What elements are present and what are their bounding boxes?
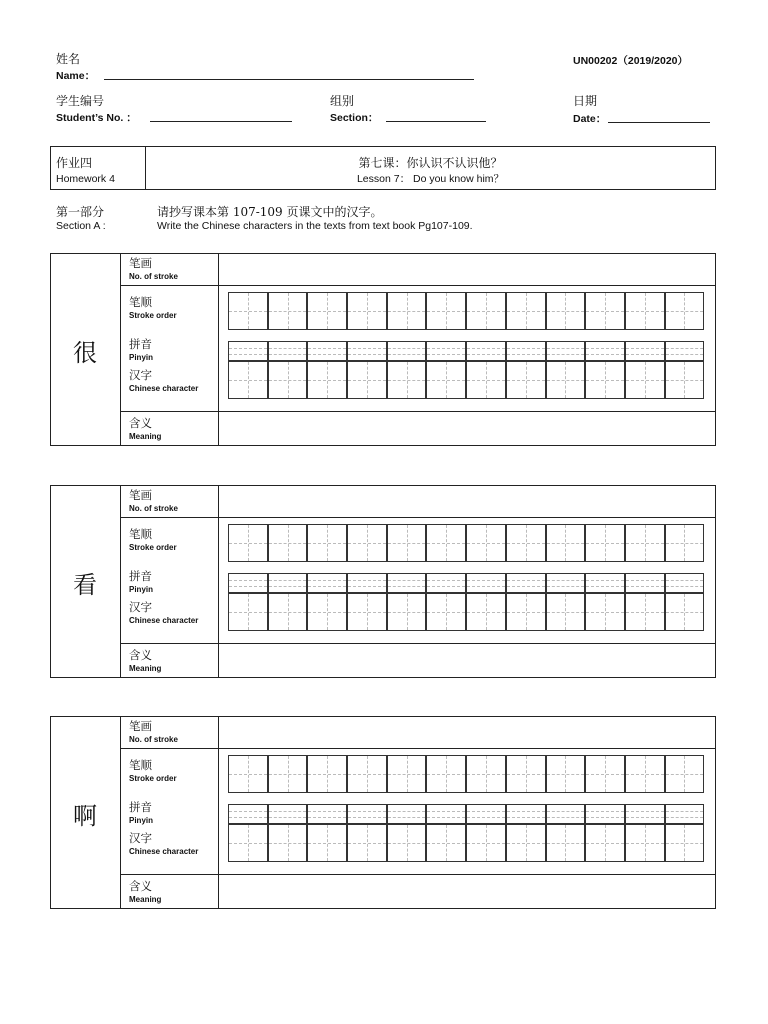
- target-character: 啊: [73, 802, 97, 830]
- label-pinyin-en: Pinyin: [129, 816, 154, 825]
- homework-label-cn: 作业四: [56, 156, 93, 170]
- label-strokes-cn: 笔画: [129, 488, 152, 502]
- writing-cell[interactable]: [466, 524, 506, 562]
- label-pinyin-cn: 拼音: [129, 569, 152, 583]
- writing-cell[interactable]: [506, 824, 546, 862]
- label-meaning-cn: 含义: [129, 416, 152, 430]
- writing-cell[interactable]: [466, 292, 506, 330]
- label-meaning-en: Meaning: [129, 895, 162, 904]
- writing-cell[interactable]: [625, 755, 665, 793]
- pinyin-cell[interactable]: [625, 341, 665, 361]
- writing-cell[interactable]: [268, 292, 308, 330]
- name-field[interactable]: [104, 79, 474, 80]
- writing-cell[interactable]: [625, 292, 665, 330]
- label-pinyin-en: Pinyin: [129, 585, 154, 594]
- writing-cell[interactable]: [506, 361, 546, 399]
- writing-cell[interactable]: [506, 524, 546, 562]
- label-strokes-en: No. of stroke: [129, 735, 178, 744]
- pinyin-cell[interactable]: [426, 804, 466, 824]
- writing-cell[interactable]: [228, 593, 268, 631]
- block-divider: [218, 253, 219, 446]
- section-a-instruction-cn: 请抄写课本第 107-109 页课文中的汉字。: [157, 205, 383, 219]
- pinyin-cell[interactable]: [665, 804, 705, 824]
- row-divider: [120, 748, 716, 749]
- date-label-en: Date：: [573, 113, 607, 125]
- writing-cell[interactable]: [665, 361, 705, 399]
- label-pinyin-cn: 拼音: [129, 337, 152, 351]
- writing-cell[interactable]: [268, 824, 308, 862]
- pinyin-cell[interactable]: [466, 341, 506, 361]
- section-label-en: Section：: [330, 112, 379, 124]
- block-divider: [120, 485, 121, 678]
- writing-cell[interactable]: [268, 361, 308, 399]
- writing-cell[interactable]: [585, 824, 625, 862]
- label-order-en: Stroke order: [129, 543, 177, 552]
- date-label-cn: 日期: [573, 94, 598, 108]
- block-divider: [120, 253, 121, 446]
- writing-cell[interactable]: [585, 292, 625, 330]
- label-strokes-en: No. of stroke: [129, 504, 178, 513]
- writing-cell[interactable]: [665, 524, 705, 562]
- label-pinyin-en: Pinyin: [129, 353, 154, 362]
- pinyin-cell[interactable]: [387, 341, 427, 361]
- writing-cell[interactable]: [228, 755, 268, 793]
- writing-cell[interactable]: [228, 361, 268, 399]
- row-divider: [120, 411, 716, 412]
- label-order-cn: 笔顺: [129, 527, 152, 541]
- writing-cell[interactable]: [546, 361, 586, 399]
- section-field[interactable]: [386, 121, 486, 122]
- writing-cell[interactable]: [585, 593, 625, 631]
- pinyin-cell[interactable]: [426, 573, 466, 593]
- pinyin-cell[interactable]: [228, 341, 268, 361]
- pinyin-cell[interactable]: [585, 573, 625, 593]
- pinyin-cell[interactable]: [387, 804, 427, 824]
- pinyin-cell[interactable]: [506, 341, 546, 361]
- pinyin-cell[interactable]: [466, 573, 506, 593]
- writing-cell[interactable]: [426, 593, 466, 631]
- writing-cell[interactable]: [268, 755, 308, 793]
- writing-cell[interactable]: [387, 593, 427, 631]
- writing-cell[interactable]: [347, 593, 387, 631]
- writing-cell[interactable]: [426, 361, 466, 399]
- label-char-en: Chinese character: [129, 847, 199, 856]
- writing-cell[interactable]: [387, 524, 427, 562]
- pinyin-cell[interactable]: [307, 804, 347, 824]
- writing-cell[interactable]: [228, 292, 268, 330]
- pinyin-cell[interactable]: [268, 341, 308, 361]
- writing-cell[interactable]: [665, 755, 705, 793]
- writing-cell[interactable]: [546, 524, 586, 562]
- pinyin-cell[interactable]: [625, 804, 665, 824]
- writing-cell[interactable]: [585, 361, 625, 399]
- writing-cell[interactable]: [625, 361, 665, 399]
- writing-cell[interactable]: [665, 292, 705, 330]
- meaning-input[interactable]: [220, 645, 714, 675]
- pinyin-grid[interactable]: [228, 804, 704, 824]
- label-order-en: Stroke order: [129, 311, 177, 320]
- date-field[interactable]: [608, 122, 710, 123]
- writing-cell[interactable]: [347, 524, 387, 562]
- writing-cell[interactable]: [546, 593, 586, 631]
- section-a-label-en: Section A :: [56, 220, 106, 232]
- stroke-count-input[interactable]: [220, 718, 714, 746]
- course-code: UN00202（2019/2020）: [573, 55, 688, 67]
- block-divider: [218, 716, 219, 909]
- writing-cell[interactable]: [506, 292, 546, 330]
- stroke-order-grid[interactable]: [228, 292, 704, 330]
- writing-cell[interactable]: [387, 361, 427, 399]
- target-character: 很: [73, 339, 97, 367]
- writing-cell[interactable]: [307, 361, 347, 399]
- writing-cell[interactable]: [466, 361, 506, 399]
- section-a-label-cn: 第一部分: [56, 205, 105, 219]
- writing-cell[interactable]: [466, 755, 506, 793]
- pinyin-cell[interactable]: [625, 573, 665, 593]
- writing-cell[interactable]: [347, 824, 387, 862]
- pinyin-cell[interactable]: [506, 573, 546, 593]
- pinyin-grid[interactable]: [228, 341, 704, 361]
- label-order-cn: 笔顺: [129, 295, 152, 309]
- label-pinyin-cn: 拼音: [129, 800, 152, 814]
- label-strokes-cn: 笔画: [129, 719, 152, 733]
- meaning-input[interactable]: [220, 876, 714, 906]
- writing-cell[interactable]: [387, 824, 427, 862]
- label-meaning-cn: 含义: [129, 648, 152, 662]
- label-strokes-en: No. of stroke: [129, 272, 178, 281]
- writing-cell[interactable]: [625, 593, 665, 631]
- writing-cell[interactable]: [387, 292, 427, 330]
- writing-cell[interactable]: [268, 524, 308, 562]
- row-divider: [120, 285, 716, 286]
- writing-cell[interactable]: [625, 524, 665, 562]
- pinyin-cell[interactable]: [426, 341, 466, 361]
- writing-cell[interactable]: [426, 292, 466, 330]
- section-a-instruction-en: Write the Chinese characters in the texts from text book Pg107-109.: [157, 220, 473, 232]
- writing-cell[interactable]: [625, 824, 665, 862]
- label-strokes-cn: 笔画: [129, 256, 152, 270]
- label-char-cn: 汉字: [129, 831, 152, 845]
- writing-cell[interactable]: [546, 755, 586, 793]
- stroke-count-input[interactable]: [220, 255, 714, 283]
- writing-cell[interactable]: [307, 524, 347, 562]
- name-label-cn: 姓名: [56, 52, 81, 66]
- writing-cell[interactable]: [307, 593, 347, 631]
- character-grid[interactable]: [228, 593, 704, 631]
- pinyin-cell[interactable]: [585, 341, 625, 361]
- label-char-en: Chinese character: [129, 384, 199, 393]
- writing-cell[interactable]: [426, 824, 466, 862]
- writing-cell[interactable]: [387, 755, 427, 793]
- section-label-cn: 组别: [330, 94, 355, 108]
- block-divider: [218, 485, 219, 678]
- pinyin-cell[interactable]: [307, 573, 347, 593]
- writing-cell[interactable]: [426, 755, 466, 793]
- character-grid[interactable]: [228, 361, 704, 399]
- pinyin-cell[interactable]: [546, 804, 586, 824]
- writing-cell[interactable]: [307, 824, 347, 862]
- writing-cell[interactable]: [665, 593, 705, 631]
- writing-cell[interactable]: [585, 524, 625, 562]
- pinyin-cell[interactable]: [387, 573, 427, 593]
- stroke-order-grid[interactable]: [228, 524, 704, 562]
- writing-cell[interactable]: [228, 524, 268, 562]
- target-character: 看: [73, 571, 97, 599]
- row-divider: [120, 643, 716, 644]
- writing-cell[interactable]: [466, 593, 506, 631]
- stroke-count-input[interactable]: [220, 487, 714, 515]
- writing-cell[interactable]: [268, 593, 308, 631]
- row-divider: [120, 874, 716, 875]
- pinyin-cell[interactable]: [466, 804, 506, 824]
- character-grid[interactable]: [228, 824, 704, 862]
- stroke-order-grid[interactable]: [228, 755, 704, 793]
- label-char-en: Chinese character: [129, 616, 199, 625]
- pinyin-cell[interactable]: [585, 804, 625, 824]
- pinyin-cell[interactable]: [347, 804, 387, 824]
- pinyin-cell[interactable]: [228, 573, 268, 593]
- lesson-title-cn: 第七课：你认识不认识他？: [358, 156, 503, 170]
- pinyin-cell[interactable]: [506, 804, 546, 824]
- pinyin-cell[interactable]: [665, 341, 705, 361]
- writing-cell[interactable]: [347, 292, 387, 330]
- student-no-label-cn: 学生编号: [56, 94, 105, 108]
- student-no-field[interactable]: [150, 121, 292, 122]
- pinyin-cell[interactable]: [665, 573, 705, 593]
- pinyin-cell[interactable]: [228, 804, 268, 824]
- label-order-en: Stroke order: [129, 774, 177, 783]
- label-char-cn: 汉字: [129, 600, 152, 614]
- label-char-cn: 汉字: [129, 368, 152, 382]
- pinyin-cell[interactable]: [307, 341, 347, 361]
- writing-cell[interactable]: [506, 755, 546, 793]
- pinyin-cell[interactable]: [546, 573, 586, 593]
- pinyin-cell[interactable]: [546, 341, 586, 361]
- pinyin-cell[interactable]: [347, 573, 387, 593]
- block-divider: [120, 716, 121, 909]
- writing-cell[interactable]: [307, 292, 347, 330]
- writing-cell[interactable]: [546, 824, 586, 862]
- meaning-input[interactable]: [220, 413, 714, 443]
- writing-cell[interactable]: [466, 824, 506, 862]
- lesson-title-en: Lesson 7： Do you know him？: [356, 173, 505, 185]
- label-order-cn: 笔顺: [129, 758, 152, 772]
- row-divider: [120, 517, 716, 518]
- writing-cell[interactable]: [665, 824, 705, 862]
- pinyin-grid[interactable]: [228, 573, 704, 593]
- writing-cell[interactable]: [347, 755, 387, 793]
- label-meaning-cn: 含义: [129, 879, 152, 893]
- pinyin-cell[interactable]: [347, 341, 387, 361]
- label-meaning-en: Meaning: [129, 432, 162, 441]
- label-meaning-en: Meaning: [129, 664, 162, 673]
- pinyin-cell[interactable]: [268, 573, 308, 593]
- writing-cell[interactable]: [546, 292, 586, 330]
- writing-cell[interactable]: [585, 755, 625, 793]
- name-label-en: Name：: [56, 70, 96, 82]
- writing-cell[interactable]: [347, 361, 387, 399]
- writing-cell[interactable]: [506, 593, 546, 631]
- student-no-label-en: Student’s No. ：: [56, 112, 137, 124]
- pinyin-cell[interactable]: [268, 804, 308, 824]
- writing-cell[interactable]: [307, 755, 347, 793]
- writing-cell[interactable]: [228, 824, 268, 862]
- homework-label-en: Homework 4: [56, 173, 115, 185]
- writing-cell[interactable]: [426, 524, 466, 562]
